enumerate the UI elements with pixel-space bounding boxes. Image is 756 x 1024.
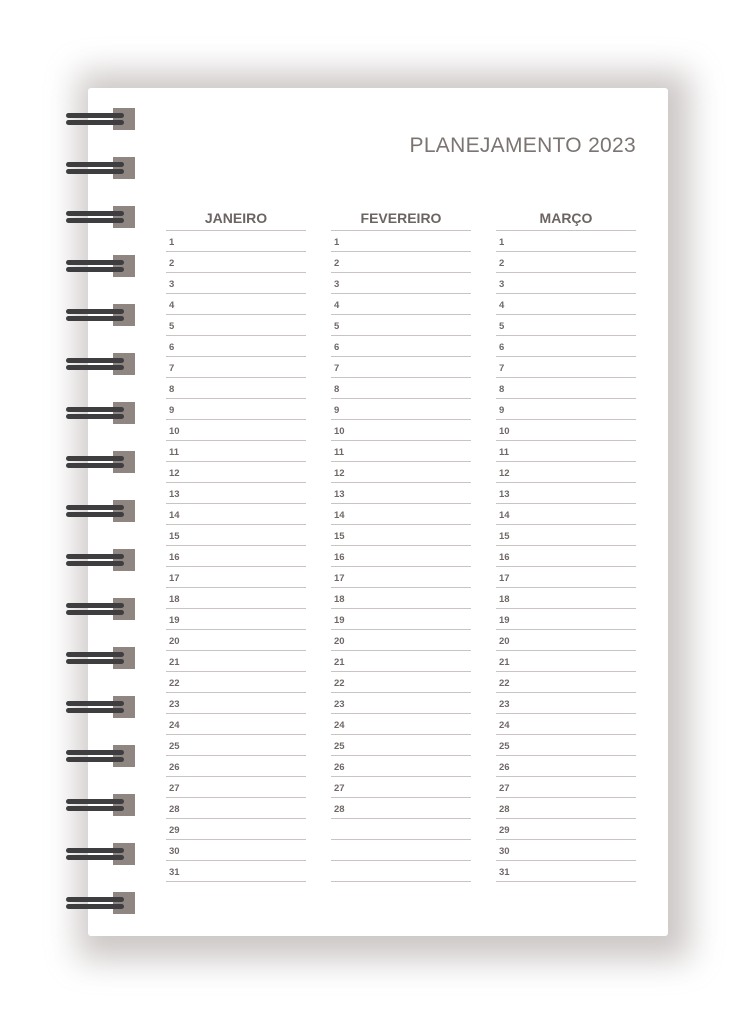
binding-hole xyxy=(113,353,135,375)
binding-hole xyxy=(113,892,135,914)
binding-hole xyxy=(113,745,135,767)
day-row: 18 xyxy=(166,588,306,609)
binding-hole xyxy=(113,304,135,326)
day-row: 23 xyxy=(166,693,306,714)
notebook-page xyxy=(88,88,668,936)
day-row: 27 xyxy=(496,777,636,798)
binding-wire xyxy=(66,897,124,902)
binding-hole xyxy=(113,206,135,228)
day-row: 28 xyxy=(496,798,636,819)
binding-wire xyxy=(66,659,124,664)
day-row: 19 xyxy=(331,609,471,630)
day-row: 24 xyxy=(166,714,306,735)
binding-wire xyxy=(66,456,124,461)
day-row: 31 xyxy=(166,861,306,882)
day-row: 22 xyxy=(496,672,636,693)
day-row: 9 xyxy=(496,399,636,420)
binding-ring xyxy=(66,401,136,425)
binding-ring xyxy=(66,842,136,866)
binding-hole xyxy=(113,451,135,473)
binding-wire xyxy=(66,407,124,412)
day-row: 11 xyxy=(331,441,471,462)
day-row: 6 xyxy=(331,336,471,357)
day-row: 14 xyxy=(496,504,636,525)
binding-hole xyxy=(113,843,135,865)
binding-wire xyxy=(66,218,124,223)
day-row: 14 xyxy=(166,504,306,525)
day-row: 13 xyxy=(331,483,471,504)
day-row: 18 xyxy=(331,588,471,609)
day-row: 28 xyxy=(166,798,306,819)
binding-wire xyxy=(66,463,124,468)
day-row: 7 xyxy=(166,357,306,378)
day-row: 29 xyxy=(166,819,306,840)
binding-wire xyxy=(66,505,124,510)
day-row: 6 xyxy=(496,336,636,357)
day-row: 16 xyxy=(496,546,636,567)
month-name: MARÇO xyxy=(496,206,636,231)
binding-wire xyxy=(66,512,124,517)
day-row: 27 xyxy=(331,777,471,798)
binding-wire xyxy=(66,211,124,216)
binding-wire xyxy=(66,855,124,860)
month-column-february xyxy=(331,206,471,882)
day-list xyxy=(166,231,306,882)
binding-wire xyxy=(66,708,124,713)
day-row: 22 xyxy=(331,672,471,693)
day-row: 7 xyxy=(331,357,471,378)
page-title: PLANEJAMENTO 2023 xyxy=(409,134,636,157)
day-row: 20 xyxy=(496,630,636,651)
binding-hole xyxy=(113,794,135,816)
month-name: JANEIRO xyxy=(166,206,306,231)
day-row: 28 xyxy=(331,798,471,819)
day-row: 16 xyxy=(166,546,306,567)
day-row: 27 xyxy=(166,777,306,798)
binding-hole xyxy=(113,549,135,571)
day-row: 24 xyxy=(496,714,636,735)
day-row: 15 xyxy=(166,525,306,546)
day-row: 31 xyxy=(496,861,636,882)
binding-ring xyxy=(66,695,136,719)
day-row: 17 xyxy=(166,567,306,588)
binding-wire xyxy=(66,358,124,363)
binding-ring xyxy=(66,352,136,376)
day-row: 16 xyxy=(331,546,471,567)
binding-ring xyxy=(66,450,136,474)
day-row: 13 xyxy=(496,483,636,504)
day-row: 3 xyxy=(331,273,471,294)
day-row: 21 xyxy=(496,651,636,672)
binding-hole xyxy=(113,500,135,522)
day-row: 30 xyxy=(496,840,636,861)
binding-wire xyxy=(66,848,124,853)
day-row: 6 xyxy=(166,336,306,357)
binding-hole xyxy=(113,402,135,424)
binding-ring xyxy=(66,793,136,817)
binding-wire xyxy=(66,701,124,706)
day-row: 10 xyxy=(166,420,306,441)
day-row: 25 xyxy=(331,735,471,756)
binding-ring xyxy=(66,107,136,131)
day-row: 7 xyxy=(496,357,636,378)
day-row: 1 xyxy=(331,231,471,252)
day-row: 15 xyxy=(496,525,636,546)
binding-ring xyxy=(66,891,136,915)
day-row: 13 xyxy=(166,483,306,504)
day-row: 20 xyxy=(166,630,306,651)
binding-wire xyxy=(66,260,124,265)
day-row: 26 xyxy=(496,756,636,777)
day-row: 9 xyxy=(166,399,306,420)
binding-ring xyxy=(66,499,136,523)
day-row: 10 xyxy=(496,420,636,441)
month-column-march xyxy=(496,206,636,882)
day-row: 8 xyxy=(166,378,306,399)
binding-wire xyxy=(66,904,124,909)
binding-ring xyxy=(66,597,136,621)
binding-hole xyxy=(113,598,135,620)
day-list xyxy=(496,231,636,882)
binding-wire xyxy=(66,316,124,321)
binding-hole xyxy=(113,255,135,277)
binding-ring xyxy=(66,303,136,327)
binding-wire xyxy=(66,750,124,755)
day-row: 12 xyxy=(331,462,471,483)
binding-wire xyxy=(66,610,124,615)
binding-ring xyxy=(66,744,136,768)
binding-wire xyxy=(66,267,124,272)
binding-hole xyxy=(113,696,135,718)
day-row: 26 xyxy=(166,756,306,777)
day-row: 15 xyxy=(331,525,471,546)
day-row: 5 xyxy=(331,315,471,336)
day-row xyxy=(331,861,471,882)
day-row: 18 xyxy=(496,588,636,609)
day-row: 2 xyxy=(166,252,306,273)
day-row: 8 xyxy=(331,378,471,399)
day-row: 12 xyxy=(496,462,636,483)
day-row: 17 xyxy=(331,567,471,588)
day-row: 2 xyxy=(331,252,471,273)
day-row: 9 xyxy=(331,399,471,420)
binding-wire xyxy=(66,309,124,314)
day-row xyxy=(331,819,471,840)
day-row: 23 xyxy=(496,693,636,714)
day-row: 19 xyxy=(166,609,306,630)
binding-ring xyxy=(66,254,136,278)
day-row xyxy=(331,840,471,861)
day-row: 23 xyxy=(331,693,471,714)
binding-hole xyxy=(113,647,135,669)
day-row: 14 xyxy=(331,504,471,525)
day-row: 25 xyxy=(496,735,636,756)
day-row: 12 xyxy=(166,462,306,483)
day-row: 1 xyxy=(496,231,636,252)
binding-ring xyxy=(66,156,136,180)
day-row: 4 xyxy=(331,294,471,315)
day-row: 4 xyxy=(496,294,636,315)
binding-hole xyxy=(113,108,135,130)
binding-wire xyxy=(66,162,124,167)
binding-ring xyxy=(66,646,136,670)
binding-wire xyxy=(66,365,124,370)
binding-wire xyxy=(66,757,124,762)
binding-ring xyxy=(66,548,136,572)
day-row: 25 xyxy=(166,735,306,756)
binding-wire xyxy=(66,799,124,804)
day-row: 2 xyxy=(496,252,636,273)
day-row: 4 xyxy=(166,294,306,315)
day-row: 22 xyxy=(166,672,306,693)
month-column-january xyxy=(166,206,306,882)
day-row: 1 xyxy=(166,231,306,252)
binding-wire xyxy=(66,169,124,174)
day-row: 30 xyxy=(166,840,306,861)
binding-ring xyxy=(66,205,136,229)
binding-wire xyxy=(66,603,124,608)
day-row: 3 xyxy=(496,273,636,294)
day-row: 26 xyxy=(331,756,471,777)
day-row: 5 xyxy=(166,315,306,336)
day-row: 3 xyxy=(166,273,306,294)
day-row: 11 xyxy=(496,441,636,462)
binding-hole xyxy=(113,157,135,179)
day-row: 11 xyxy=(166,441,306,462)
day-row: 10 xyxy=(331,420,471,441)
day-row: 21 xyxy=(331,651,471,672)
binding-wire xyxy=(66,113,124,118)
day-row: 19 xyxy=(496,609,636,630)
binding-wire xyxy=(66,554,124,559)
day-row: 21 xyxy=(166,651,306,672)
day-row: 5 xyxy=(496,315,636,336)
month-name: FEVEREIRO xyxy=(331,206,471,231)
binding-wire xyxy=(66,120,124,125)
day-row: 24 xyxy=(331,714,471,735)
day-row: 20 xyxy=(331,630,471,651)
day-row: 29 xyxy=(496,819,636,840)
day-row: 17 xyxy=(496,567,636,588)
binding-wire xyxy=(66,561,124,566)
binding-wire xyxy=(66,806,124,811)
day-row: 8 xyxy=(496,378,636,399)
day-list xyxy=(331,231,471,882)
binding-wire xyxy=(66,414,124,419)
binding-wire xyxy=(66,652,124,657)
